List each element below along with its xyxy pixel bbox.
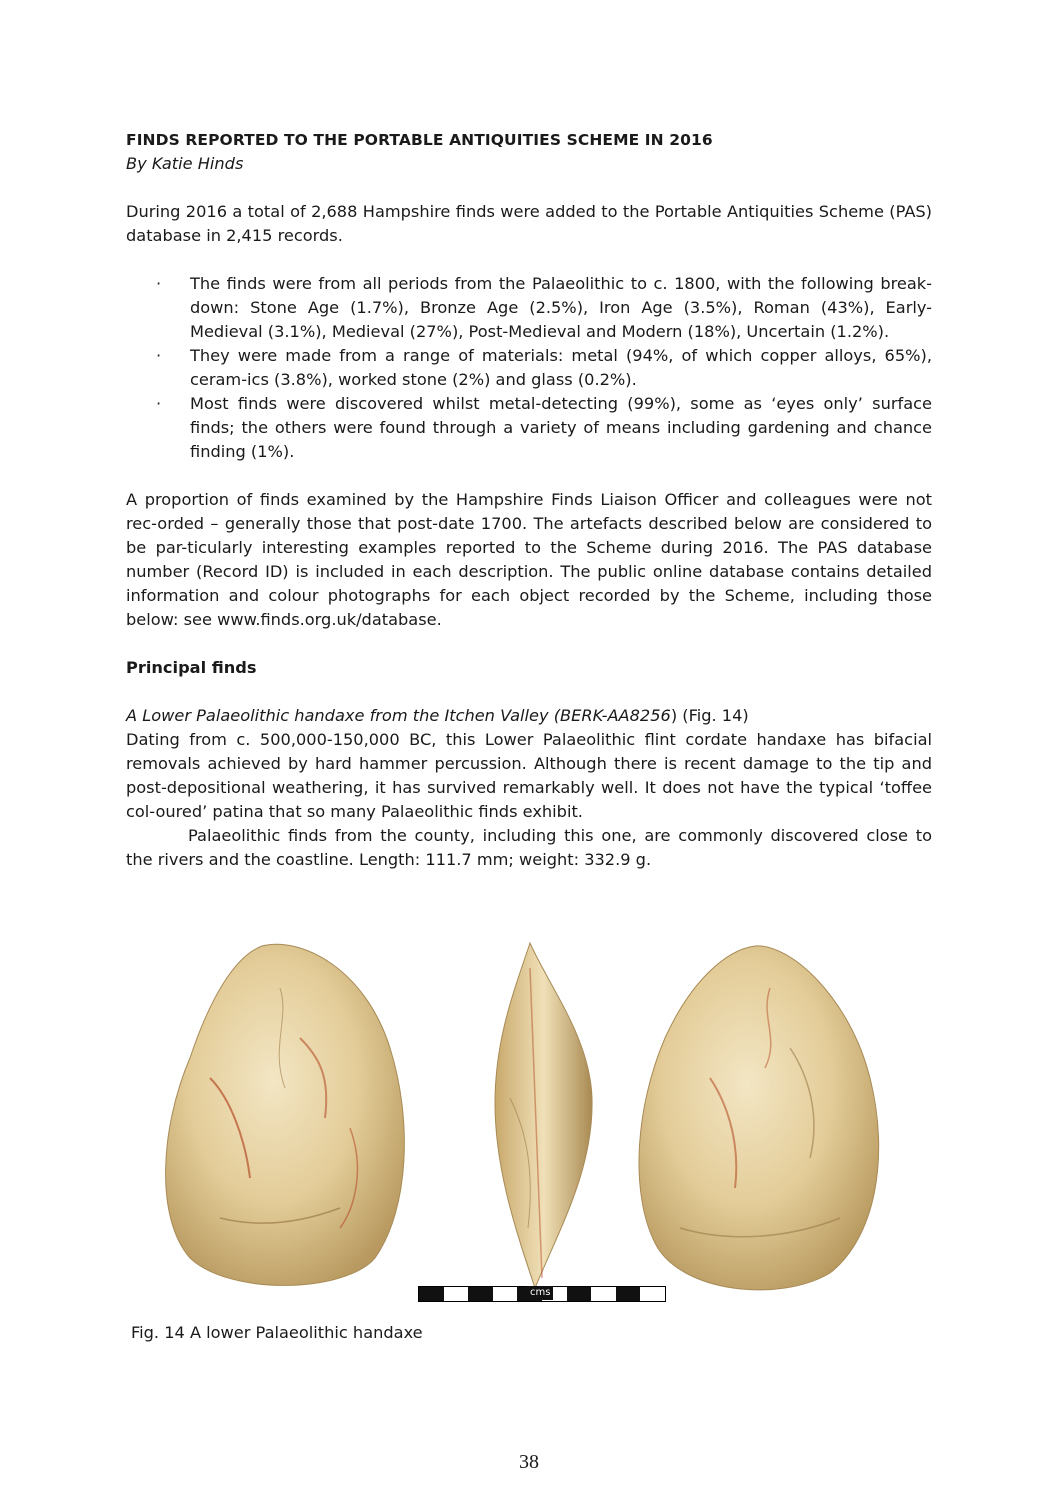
proportion-paragraph: A proportion of finds examined by the Hampshire Finds Liaison Officer and colleagues were not rec-orded – generally those that post-date 1700. The artefacts described below are considered to be par-ticularly interesting examples reported to the Scheme during 2016. The PAS database number (Record ID) is included in each description. The public online database contains detailed information and colour photographs for each object recorded by the Scheme, including those below: see www.finds.org.uk/database. (126, 490, 932, 629)
article-byline: By Katie Hinds (126, 154, 244, 173)
find-description: Dating from c. 500,000-150,000 BC, this Lower Palaeolithic flint cordate handaxe has bifacial removals achieved by hard hammer percussion. Although there is recent damage to the tip and post-depositional weathering, it has survived remarkably well. It does not have the typical ‘toffee col-oured’ patina that so many Palaeolithic finds exhibit. (126, 730, 932, 821)
list-item: · They were made from a range of materials: metal (94%, of which copper alloys, 65%), ceram-ics (3.8%), worked stone (2%) and glass (0.2%). (156, 346, 932, 389)
bullet-icon: · (156, 346, 162, 365)
handaxe-side-view (495, 943, 592, 1288)
bullet-icon: · (156, 394, 162, 413)
scale-label: cms (527, 1286, 553, 1300)
record-id: BERK-AA8256 (560, 706, 671, 725)
find-title: A Lower Palaeolithic handaxe from the Itchen Valley (BERK-AA8256) (Fig. 14) (126, 706, 749, 725)
summary-list (126, 272, 932, 464)
intro-paragraph: During 2016 a total of 2,688 Hampshire finds were added to the Portable Antiquities Scheme (PAS) database in 2,415 records. (126, 202, 932, 245)
scale-bar (418, 1286, 666, 1302)
handaxe-front-view (166, 944, 405, 1285)
find-description-continued: Palaeolithic finds from the county, including this one, are commonly discovered close to the rivers and the coastline. Length: 111.7 mm; weight: 332.9 g. (126, 826, 932, 869)
document-body (126, 128, 932, 872)
figure-caption: Fig. 14 A lower Palaeolithic handaxe (131, 1323, 423, 1342)
handaxe-back-view (639, 946, 879, 1290)
page-number: 38 (519, 1451, 539, 1473)
section-heading: Principal finds (126, 658, 257, 677)
bullet-icon: · (156, 274, 162, 293)
list-item: · The finds were from all periods from the Palaeolithic to c. 1800, with the following break-down: Stone Age (1.7%), Bronze Age (2.5%), Iron Age (3.5%), Roman (43%), Early-Medieval (3.1%), Medieval (27%), Post-Medieval and Modern (18%), Uncertain (1.2%). (156, 274, 932, 341)
list-item: · Most finds were discovered whilst metal-detecting (99%), some as ‘eyes only’ surface finds; the others were found through a variety of means including gardening and chance finding (1%). (156, 394, 932, 461)
handaxe-photo (150, 928, 940, 1308)
article-title: FINDS REPORTED TO THE PORTABLE ANTIQUITIES SCHEME IN 2016 (126, 131, 713, 149)
